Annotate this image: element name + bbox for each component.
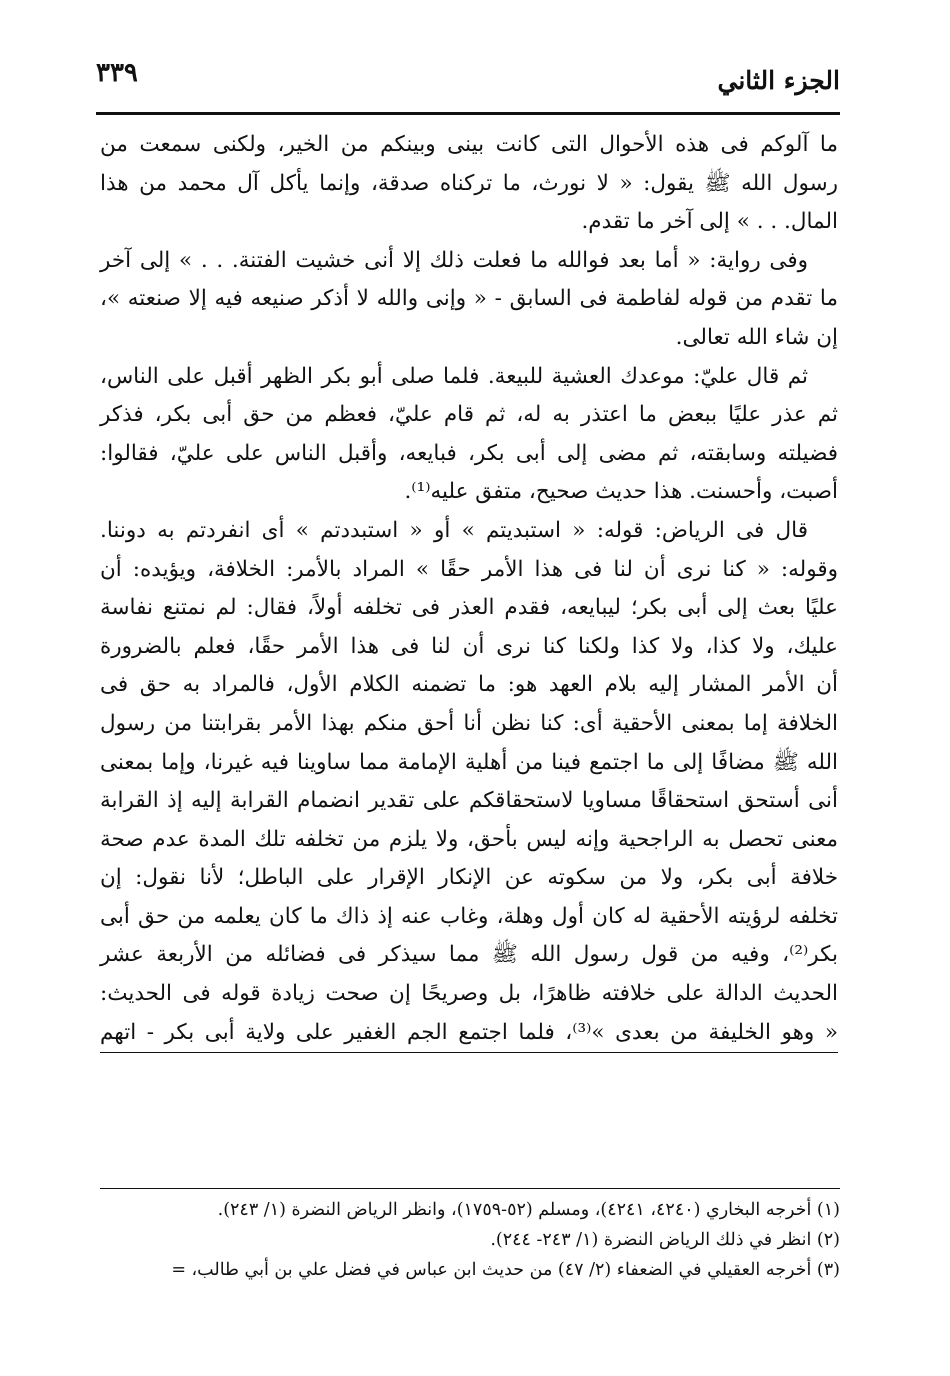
text-line: الحديث الدالة على خلافته ظاهرًا، بل وصريحًا إن صحت زيادة قوله فى الحديث: xyxy=(100,981,838,1007)
text-line: إن شاء الله تعالى. xyxy=(675,324,838,350)
paragraph xyxy=(100,512,838,1053)
text-line: بكر⁽²⁾، وفيه من قول رسول الله ﷺ مما سيذكر فى فضائله من الأربعة عشر xyxy=(100,942,838,968)
text-line: المال. . . » إلى آخر ما تقدم. xyxy=(581,209,838,235)
paragraph xyxy=(100,126,838,242)
running-title: الجزء الثاني xyxy=(717,66,840,95)
text-line: ما تقدم من قوله لفاطمة فى السابق - « وإنى والله لا أذكر صنيعه فيه إلا صنعته »، xyxy=(100,286,838,312)
footnote: (٢) انظر في ذلك الرياض النضرة (١/ ٢٤٣- ٢٤٤). xyxy=(490,1230,840,1250)
text-line: قال فى الرياض: قوله: « استبديتم » أو « استبددتم » أى انفردتم به دوننا. xyxy=(100,517,808,543)
footnote: (١) أخرجه البخاري (٤٢٤٠، ٤٢٤١)، ومسلم (٥٢-١٧٥٩)، وانظر الرياض النضرة (١/ ٢٤٣). xyxy=(217,1200,840,1220)
text-line: « وهو الخليفة من بعدى »⁽³⁾، فلما اجتمع الجم الغفير على ولاية أبى بكر - اتهم xyxy=(100,1014,838,1054)
page-number: ٣٣٩ xyxy=(96,58,138,88)
paragraph xyxy=(100,242,838,358)
text-line: وقوله: « كنا نرى أن لنا فى هذا الأمر حقًا » المراد بالأمر: الخلافة، ويؤيده: أن xyxy=(100,556,838,582)
text-line: الخلافة إما بمعنى الأحقية أى: كنا نظن أنا أحق منكم بهذا الأمر بقرابتنا من رسول xyxy=(100,710,838,736)
text-line: عليًا بعث إلى أبى بكر؛ ليبايعه، فقدم العذر فى تخلفه أولاً، فقال: لم نمتنع نفاسة xyxy=(100,595,838,621)
text-line: أنى أستحق استحقاقًا مساويا لاستحقاقكم على تقدير انضمام القرابة إليه إذ القرابة xyxy=(100,788,838,814)
main-text xyxy=(100,126,838,1053)
text-line: أن الأمر المشار إليه بلام العهد هو: ما تضمنه الكلام الأول، فالمراد به حق فى xyxy=(100,672,838,698)
text-line: تخلفه لرؤيته الأحقية له كان أول وهلة، وغاب عنه إذ ذاك ما كان يعلمه من حق أبى xyxy=(100,903,838,929)
text-line: عليك، ولا كذا، ولا كذا ولكنا كنا نرى أن لنا فى هذا الأمر حقًا، فعلم بالضرورة xyxy=(100,633,838,659)
text-line: معنى تحصل به الراجحية وإنه ليس بأحق، ولا يلزم من تخلفه تلك المدة عدم صحة xyxy=(100,826,838,852)
text-line: ثم عذر عليًا ببعض ما اعتذر به له، ثم قام عليّ، فعظم من حق أبى بكر، فذكر xyxy=(100,402,838,428)
text-line: الله ﷺ مضافًا إلى ما اجتمع فينا من أهلية الإمامة مما ساوينا فيه غيرنا، وإما بمعنى xyxy=(100,749,839,775)
text-line: خلافة أبى بكر، ولا من سكوته عن الإنكار الإقرار على الباطل؛ لأنا نقول: إن xyxy=(100,865,838,891)
text-line: فضيلته وسابقته، ثم مضى إلى أبى بكر، فبايعه، وأقبل الناس على عليّ، فقالوا: xyxy=(100,440,838,466)
text-line: ثم قال عليّ: موعدك العشية للبيعة. فلما صلى أبو بكر الظهر أقبل على الناس، xyxy=(100,363,808,389)
footnote: (٣) أخرجه العقيلي في الضعفاء (٢/ ٤٧) من حديث ابن عباس في فضل علي بن أبي طالب، = xyxy=(171,1260,840,1280)
text-line: ما آلوكم فى هذه الأحوال التى كانت بينى وبينكم من الخير، ولكنى سمعت من xyxy=(100,132,838,157)
footnotes xyxy=(100,1188,840,1285)
text-line: أصبت، وأحسنت. هذا حديث صحيح، متفق عليه⁽¹⁾. xyxy=(404,479,838,505)
paragraph xyxy=(100,358,838,512)
text-line: وفى رواية: « أما بعد فوالله ما فعلت ذلك إلا أنى خشيت الفتنة. . . » إلى آخر xyxy=(100,247,808,273)
page-header xyxy=(96,52,840,115)
text-line: رسول الله ﷺ يقول: « لا نورث، ما تركناه صدقة، وإنما يأكل آل محمد من هذا xyxy=(100,170,838,196)
